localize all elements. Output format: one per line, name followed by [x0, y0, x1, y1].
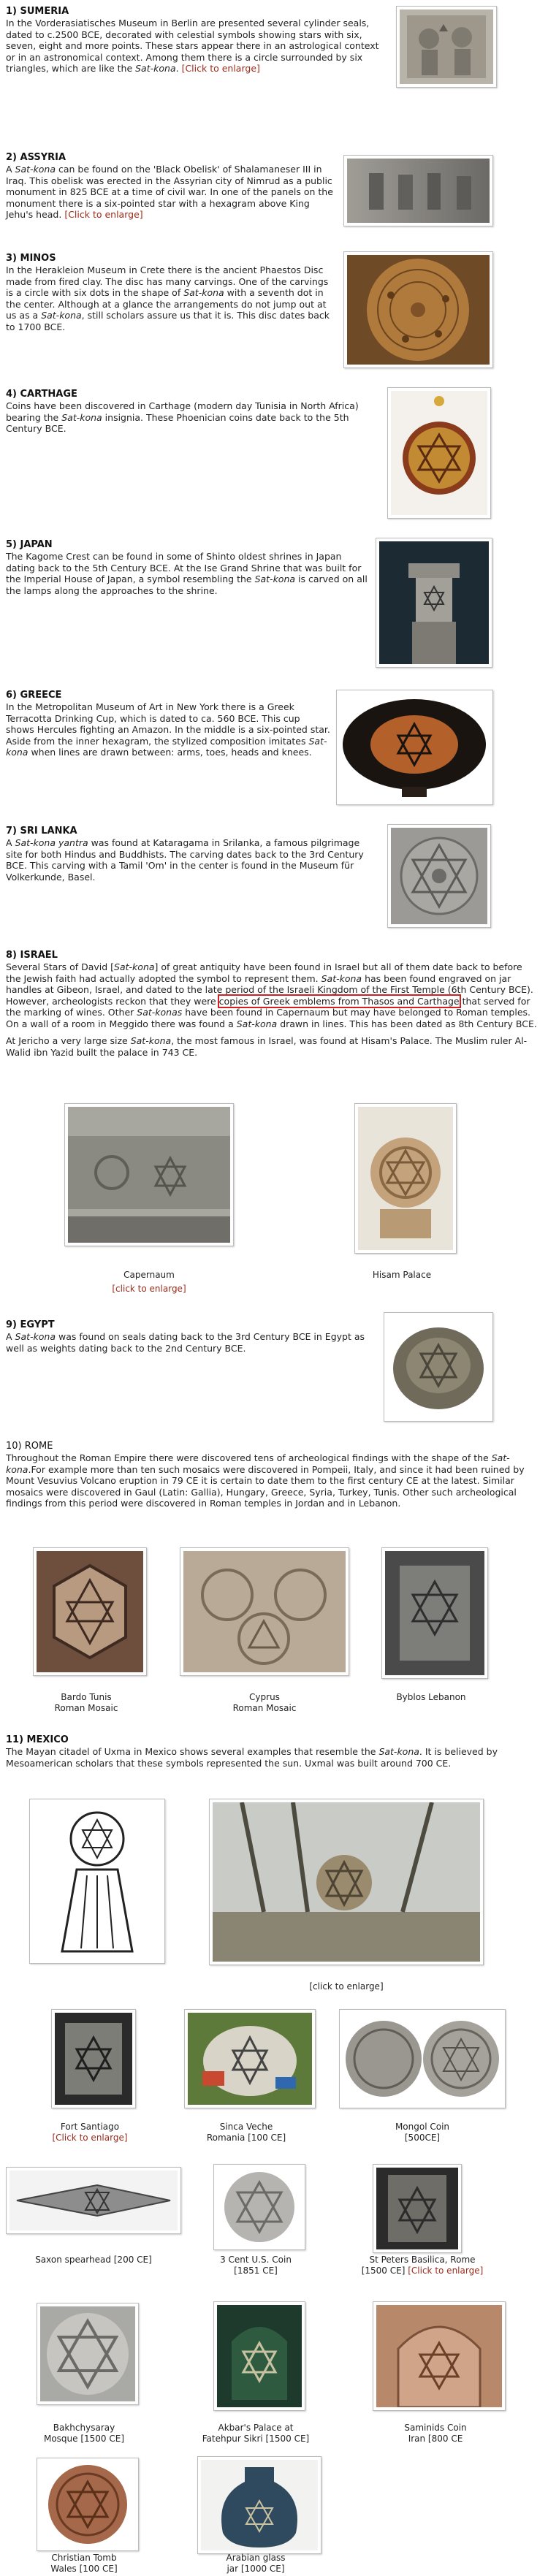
- kagome-lamp-picture: [379, 541, 489, 664]
- carthage-coin-picture: [391, 391, 487, 515]
- caption: Hisam Palace: [372, 1270, 432, 1280]
- click-to-enlarge-link[interactable]: [Click to enlarge]: [64, 209, 143, 220]
- capernaum-picture: [68, 1107, 230, 1243]
- caption: Byblos Lebanon: [396, 1692, 466, 1702]
- hisam-palace-picture: [358, 1107, 453, 1250]
- section-text: At Jericho a very large size Sat-kona, the most famous in Israel, was found at Hisam's Palace. The Muslim ruler Al-Walid ibn Yazid built the palace in 743 CE.: [6, 1035, 528, 1058]
- section-sri-lanka: [6, 826, 378, 883]
- section-japan: [6, 539, 371, 596]
- section-text: A Sat-kona yantra was found at Kataragama in Srilanka, a famous pilgrimage site for both Hindus and Buddhists. The carving dates back to the 3rd Century BCE. This carving with a Tamil 'Om' in the center is found in the Museum für Volkerkunde, Basel.: [6, 837, 364, 883]
- egypt-seal-picture: [387, 1316, 490, 1418]
- section-text: A Sat-kona was found on seals dating back to the 3rd Century BCE in Egypt as well as weights dating back to the 2nd Century BCE.: [6, 1331, 365, 1354]
- highlighted-text: copies of Greek emblems from Thasos and Carthage: [218, 995, 460, 1007]
- saxon-spearhead-picture: [9, 2171, 178, 2230]
- caption: Capernaum [click to enlarge]: [64, 1270, 234, 1295]
- section-title: 8) ISRAEL: [6, 950, 58, 961]
- section-text: Several Stars of David [Sat-kona] of great antiquity have been found in Israel but all of them date back to before the Jewish faith had actually adopted the symbol to represent them. Sat-kona has been found engraved on jar handles at Gibeon, Israel, and dated to the late period of the Israeli Kingdom of the First Temple (6th Century BCE). However, archeologists reckon that they were copies of Greek emblems from Thasos and Carthage that served for the marking of wines. Other Sat-konas have been found in Capernaum but may have belonged to Roman temples. On a wall of a room in Meggido there was found a Sat-kona drawn in lines. This has been dated as 8th Century BCE.: [6, 961, 537, 1029]
- section-text: Coins have been discovered in Carthage (modern day Tunisia in North Africa) bearing the Sat-kona insignia. These Phoenician coins date back to the 5th Century BCE.: [6, 400, 359, 434]
- byblos-picture: [385, 1551, 484, 1675]
- byblos-image[interactable]: [381, 1547, 488, 1679]
- uxmal-photo-image[interactable]: [209, 1799, 484, 1965]
- uxmal-photo-picture: [213, 1802, 480, 1962]
- caption: 3 Cent U.S. Coin [1851 CE]: [220, 2255, 292, 2276]
- greek-cup-picture: [340, 693, 490, 801]
- kataragama-yantra-image[interactable]: [387, 824, 491, 928]
- section-title: 10) ROME: [6, 1441, 53, 1452]
- section-greece: [6, 690, 331, 758]
- click-to-enlarge-link[interactable]: [Click to enlarge]: [52, 2133, 128, 2143]
- arabian-jar-picture: [201, 2460, 318, 2550]
- fort-santiago-image[interactable]: [51, 2009, 136, 2108]
- christian-tomb-image[interactable]: [37, 2458, 139, 2551]
- section-title: 5) JAPAN: [6, 539, 53, 550]
- cylinder-seal-picture: [400, 9, 493, 84]
- saminids-coin-image[interactable]: [373, 2301, 506, 2411]
- three-cent-coin-picture: [217, 2168, 302, 2247]
- section-text: In the Vorderasiatisches Museum in Berlin are presented several cylinder seals, dated to c.2500 BCE, decorated with celestial symbols showing stars with six, seven, eight and more points. These stars appear there in an astrological context or in an astronomical context. Among them there is a circle surrounded by six triangles, which are like the Sat-kona. [Click to enlarge]: [6, 18, 379, 74]
- section-title: 4) CARTHAGE: [6, 389, 77, 400]
- section-mexico: [6, 1734, 539, 1769]
- caption: Fort Santiago [Click to enlarge]: [29, 2122, 151, 2144]
- section-minos: [6, 253, 335, 332]
- caption: Mongol Coin [500CE]: [395, 2122, 450, 2143]
- section-rome: [6, 1441, 539, 1509]
- caption: Saxon spearhead [200 CE]: [35, 2255, 152, 2265]
- section-title: 2) ASSYRIA: [6, 152, 66, 163]
- section-sumeria: [6, 6, 382, 75]
- three-cent-coin-image[interactable]: [213, 2164, 305, 2250]
- phaestos-disc-image[interactable]: [343, 251, 493, 368]
- bakhchysaray-picture: [40, 2306, 135, 2401]
- section-text: The Mayan citadel of Uxma in Mexico shows several examples that resemble the Sat-kona. It is believed by Mesoamerican scholars that these symbols represented the sun. Uxmal was built around 700 CE.: [6, 1746, 498, 1769]
- section-egypt: [6, 1319, 378, 1354]
- section-text: The Kagome Crest can be found in some of Shinto oldest shrines in Japan dating back to the 5th Century BCE. At the Ise Grand Shrine that was built for the Imperial House of Japan, a symbol resembling the Sat-kona is carved on all the lamps along the approaches to the shrine.: [6, 551, 368, 596]
- caption: Arabian glass jar [1000 CE]: [226, 2553, 286, 2574]
- mongol-coin-picture: [343, 2013, 502, 2105]
- caption: Bakhchysaray Mosque [1500 CE]: [43, 2423, 125, 2444]
- uxmal-drawing-image[interactable]: [29, 1799, 165, 1964]
- fort-santiago-picture: [55, 2013, 132, 2105]
- section-text: Throughout the Roman Empire there were discovered tens of archeological findings with the shape of the Sat-kona.For example more than ten such mosaics were discovered in Pompeii, Italy, and since it had been ruined by Mount Vesuvius Volcano eruption in 79 CE it is certain to date them to the first century CE at the latest. Similar mosaics were discovered in Gaul (Latin: Gallia), Hungary, Greece, Syria, Turkey, Tunis. Other such archeological findings from this period were discovered in Roman temples in Jordan and in Lebanon.: [6, 1452, 525, 1509]
- caption: Akbar's Palace at Fatehpur Sikri [1500 CE]: [202, 2423, 310, 2444]
- cyprus-mosaic-image[interactable]: [180, 1547, 349, 1676]
- greek-cup-image[interactable]: [336, 690, 493, 805]
- black-obelisk-picture: [347, 159, 490, 223]
- black-obelisk-image[interactable]: [343, 155, 493, 226]
- section-title: 11) MEXICO: [6, 1734, 69, 1745]
- section-text: A Sat-kona can be found on the 'Black Obelisk' of Shalamaneser III in Iraq. This obelisk was erected in the Assyrian city of Nimrud as a public monument in 825 BCE at a time of civil war. In one of the panels on the monument there is a six-pointed star with a hexagram above King Jehu's head. [Click to enlarge]: [6, 164, 333, 220]
- caption: Cyprus Roman Mosaic: [232, 1692, 297, 1713]
- cyprus-mosaic-picture: [183, 1551, 346, 1672]
- click-to-enlarge-link[interactable]: [click to enlarge]: [309, 1981, 384, 1992]
- click-to-enlarge-link[interactable]: [Click to enlarge]: [408, 2266, 484, 2276]
- click-to-enlarge-link[interactable]: [Click to enlarge]: [181, 63, 260, 74]
- section-text: In the Metropolitan Museum of Art in New York there is a Greek Terracotta Drinking Cup, which is dated to ca. 560 BCE. This cup shows Hercules fighting an Amazon. In the middle is a six-pointed star. Aside from the inner hexagram, the stylized composition imitates Sat-kona when lines are drawn between: arms, toes, heads and knees.: [6, 701, 330, 758]
- bardo-mosaic-picture: [37, 1551, 143, 1672]
- christian-tomb-picture: [40, 2461, 135, 2548]
- hisam-palace-image[interactable]: [354, 1103, 457, 1254]
- section-title: 6) GREECE: [6, 690, 62, 701]
- kataragama-yantra-picture: [391, 828, 487, 924]
- section-title: 1) SUMERIA: [6, 6, 69, 17]
- cylinder-seal-image[interactable]: [396, 6, 497, 88]
- phaestos-disc-picture: [347, 255, 490, 365]
- caption: Saminids Coin Iran [800 CE: [404, 2423, 467, 2444]
- akbar-palace-picture: [217, 2305, 302, 2407]
- sinca-veche-image[interactable]: [184, 2009, 316, 2108]
- capernaum-image[interactable]: [64, 1103, 234, 1246]
- caption: St Peters Basilica, Rome [1500 CE] [Click to enlarge]: [361, 2255, 484, 2276]
- section-title: 7) SRI LANKA: [6, 826, 77, 837]
- carthage-coin-image[interactable]: [387, 387, 491, 519]
- sinca-veche-picture: [188, 2013, 312, 2105]
- bakhchysaray-image[interactable]: [37, 2303, 139, 2405]
- section-title: 3) MINOS: [6, 253, 56, 264]
- section-assyria: [6, 152, 335, 221]
- mongol-coin-image[interactable]: [339, 2009, 506, 2108]
- click-to-enlarge-link[interactable]: [click to enlarge]: [112, 1284, 186, 1294]
- section-israel: [6, 950, 539, 1058]
- saminids-coin-picture: [376, 2305, 502, 2407]
- st-peters-image[interactable]: [373, 2164, 462, 2253]
- section-carthage: [6, 389, 378, 435]
- caption: Sinca Veche Romania [100 CE]: [206, 2122, 286, 2143]
- uxmal-drawing-picture: [33, 1802, 161, 1960]
- saxon-spearhead-image[interactable]: [6, 2167, 181, 2234]
- kagome-lamp-image[interactable]: [376, 538, 492, 668]
- caption: Christian Tomb Wales [100 CE]: [50, 2553, 118, 2574]
- akbar-palace-image[interactable]: [213, 2301, 305, 2411]
- bardo-mosaic-image[interactable]: [33, 1547, 147, 1676]
- arabian-jar-image[interactable]: [197, 2456, 321, 2554]
- section-title: 9) EGYPT: [6, 1319, 55, 1330]
- caption: Bardo Tunis Roman Mosaic: [54, 1692, 118, 1713]
- section-text: In the Herakleion Museum in Crete there is the ancient Phaestos Disc made from fired clay. The disc has many carvings. One of the carvings is a circle with six dots in the shape of Sat-kona with a seventh dot in the center. Although at a glance the arrangements do not jump out at us as a Sat-kona, still scholars assure us that it is. This disc dates back to 1700 BCE.: [6, 264, 330, 332]
- egypt-seal-image[interactable]: [384, 1312, 493, 1422]
- st-peters-picture: [376, 2168, 458, 2249]
